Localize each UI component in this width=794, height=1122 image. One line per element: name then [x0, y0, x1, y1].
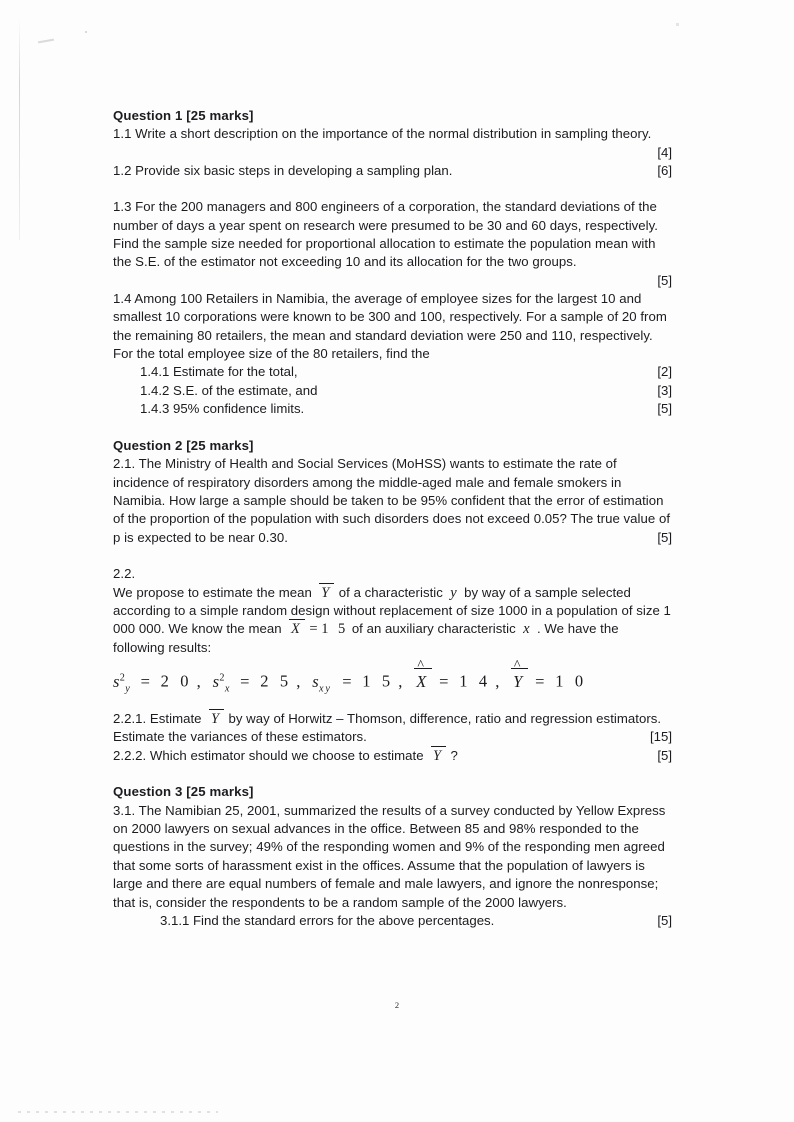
question-2-heading: Question 2 [25 marks]	[113, 437, 254, 453]
question-3-heading: Question 3 [25 marks]	[113, 784, 254, 800]
question-1-item-1-4-2-marks: [3]	[657, 382, 672, 398]
equals-sign-icon: =	[140, 671, 151, 691]
s-x-squared-value: 2 5	[260, 671, 292, 691]
question-1-heading: Question 1 [25 marks]	[113, 108, 254, 123]
comma-separator: ,	[495, 671, 500, 691]
question-1-item-1-4-2-text: 1.4.2 S.E. of the estimate, and	[140, 382, 318, 398]
question-2-item-2-1-marks: [5]	[657, 529, 672, 545]
question-1-item-1-4-2	[113, 382, 672, 400]
question-1-item-1-4-1-marks: [2]	[657, 364, 672, 380]
symbol-y-bar-icon: Y	[321, 584, 330, 601]
symbol-y-icon: y	[450, 584, 457, 601]
q2-2-fragment-3: by way of a sample selected according to a simple random design without replacement of size 1000 in a population of size 1 000 000. We know the mean	[113, 584, 671, 637]
question-2-section	[113, 437, 672, 765]
equals-sign-icon: =	[309, 621, 318, 638]
scan-edge-artifact	[19, 18, 20, 240]
equals-sign-icon: =	[240, 671, 250, 691]
question-1-item-1-2-text: 1.2 Provide six basic steps in developing a sampling plan.	[113, 162, 453, 178]
question-3-item-3-1-1	[113, 912, 672, 930]
circumflex-icon: ^	[417, 657, 425, 673]
question-1-item-1-3	[113, 198, 672, 288]
s-y-squared-value: 2 0	[160, 671, 193, 691]
question-1-item-1-4-1-text: 1.4.1 Estimate for the total,	[140, 364, 298, 380]
statistics-formula-line	[113, 657, 672, 702]
question-1-item-1-4-3-marks: [5]	[657, 401, 672, 417]
question-1-item-1-3-marks: [5]	[657, 272, 672, 288]
question-2-item-2-2-1	[113, 710, 672, 747]
question-2-item-2-1	[113, 455, 672, 547]
question-2-item-2-2-1-text	[113, 710, 672, 747]
question-1-item-1-1	[113, 125, 672, 160]
equals-sign-icon: =	[535, 671, 545, 691]
s-y-squared-term: $s^2_y$	[113, 671, 131, 694]
question-1-item-1-2	[113, 162, 672, 180]
question-1-item-1-4	[113, 290, 672, 364]
question-1-item-1-4-3-text: 1.4.3 95% confidence limits.	[140, 401, 305, 417]
question-1-item-1-4-3	[113, 400, 672, 418]
spacer	[113, 547, 672, 565]
symbol-x-bar-icon: X	[291, 621, 300, 638]
q2-2-fragment-4: of an auxiliary characteristic	[351, 621, 516, 637]
scan-bottom-artifact	[18, 1111, 218, 1113]
spacer	[113, 180, 672, 198]
symbol-y-bar-icon: Y	[433, 747, 442, 764]
q2-2-fragment-1: We propose to estimate the mean	[113, 584, 312, 600]
scan-speckle-artifact	[676, 23, 679, 26]
s-x-squared-term: $s^2_x$	[212, 671, 230, 694]
page-number: 2	[394, 1000, 400, 1010]
y-hat-bar-value: 1 0	[555, 671, 587, 691]
comma-separator: ,	[296, 671, 301, 691]
question-1-item-1-1-marks: [4]	[657, 144, 672, 160]
question-1-item-1-2-marks: [6]	[657, 162, 672, 178]
question-2-item-2-2-label: 2.2.	[113, 566, 136, 582]
comma-separator: ,	[196, 671, 202, 691]
value-x-bar: 1 5	[321, 621, 349, 638]
spacer	[113, 765, 672, 783]
spacer	[113, 419, 672, 437]
q2-2-2-prefix: 2.2.2. Which estimator should we choose to estimate	[113, 747, 424, 763]
question-2-item-2-2-2-marks: [5]	[657, 747, 672, 763]
question-3-item-3-1-text: 3.1. The Namibian 25, 2001, summarized the results of a survey conducted by Yellow Express on 2000 lawyers on sexual advances in the office. Between 85 and 98% responded to the questions in the survey; 49% of the responding women and 9% of the responding men agreed that some sorts of harassment exist in the offices. Assume that the population of lawyers is large and there are equal numbers of female and male lawyers, and ignore the nonresponse; that is, consider the respondents to be a random sample of the 2000 lawyers.	[113, 802, 666, 910]
spacer	[113, 657, 672, 665]
question-1-section	[113, 107, 672, 419]
equals-sign-icon: =	[439, 671, 449, 691]
s-xy-value: 1 5	[362, 671, 394, 691]
x-hat-bar-symbol-icon: ^ X	[414, 669, 428, 695]
question-1-item-1-3-text: 1.3 For the 200 managers and 800 engineers of a corporation, the standard deviations of the number of days a year spent on research were presumed to be 30 and 60 days, respectively. Find the sample size needed for proportional allocation to estimate the population mean with the S.E. of the estimator not exceeding 10 and its allocation for the two groups.	[113, 199, 659, 270]
question-3-item-3-1-1-text: 3.1.1 Find the standard errors for the above percentages.	[160, 913, 495, 929]
scan-speckle-artifact	[38, 39, 54, 44]
symbol-y-bar-icon: Y	[210, 710, 220, 727]
spacer	[113, 702, 672, 710]
q2-2-1-suffix: by way of Horwitz – Thomson, difference, ratio and regression estimators. Estimate the variances of these estimators.	[113, 710, 662, 745]
question-1-item-1-4-1	[113, 363, 672, 381]
q2-2-2-suffix: ?	[450, 747, 458, 763]
spacer	[113, 144, 672, 162]
question-2-item-2-1-text: 2.1. The Ministry of Health and Social Services (MoHSS) wants to estimate the rate of incidence of respiratory disorders among the middle-aged male and female smokers in Namibia. How large a sample should be taken to be 95% confident that the error of estimation of the proportion of the population with such disorders does not exceed 0.05? The true value of p is expected to be near 0.30.	[113, 456, 671, 545]
question-3-section	[113, 783, 672, 930]
scan-speckle-artifact	[85, 31, 87, 33]
comma-separator: ,	[398, 671, 403, 691]
question-2-item-2-2-2-text	[113, 747, 672, 765]
spacer	[113, 272, 672, 290]
question-2-item-2-2-2	[113, 747, 672, 765]
q2-2-fragment-5: . We have the following results:	[113, 621, 619, 655]
question-3-item-3-1-1-marks: [5]	[657, 913, 672, 929]
symbol-x-icon: x	[523, 621, 530, 638]
s-xy-term: $s_{xy}$	[312, 671, 332, 694]
x-hat-bar-value: 1 4	[459, 671, 491, 691]
q2-2-fragment-2: of a characteristic	[338, 584, 443, 600]
y-hat-bar-symbol-icon: ^ Y	[511, 669, 525, 695]
equals-sign-icon: =	[342, 671, 352, 691]
question-1-item-1-4-text: 1.4 Among 100 Retailers in Namibia, the average of employee sizes for the largest 10 and smallest 10 corporations were known to be 300 and 100, respectively. For a sample of 20 from the remaining 80 retailers, the mean and standard deviation were 250 and 110, respectively. For the total employee size of the 80 retailers, find the	[113, 290, 667, 362]
document-body	[113, 107, 672, 930]
question-1-item-1-1-text: 1.1 Write a short description on the importance of the normal distribution in sampling theory.	[113, 126, 652, 142]
q2-2-1-prefix: 2.2.1. Estimate	[113, 710, 202, 726]
question-2-item-2-2-1-marks: [15]	[650, 729, 672, 745]
question-2-item-2-2-text	[113, 584, 672, 658]
circumflex-icon: ^	[513, 657, 521, 673]
